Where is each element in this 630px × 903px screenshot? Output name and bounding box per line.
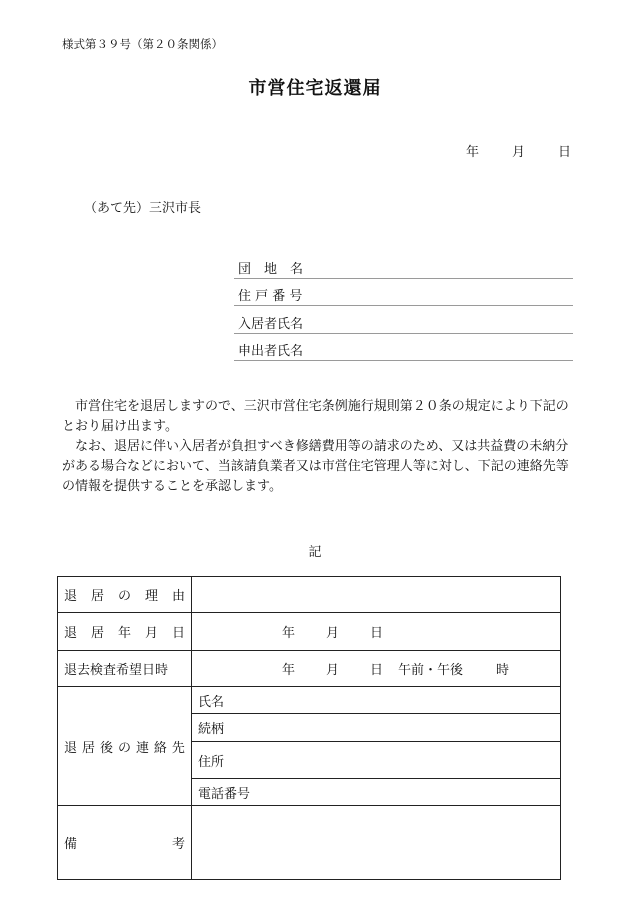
body-paragraph: なお、退居に伴い入居者が負担すべき修繕費用等の請求のため、又は共益費の未納分がある場合などにおいて、当該請負業者又は市営住宅管理人等に対し、下記の連絡先等の情報を提供することを承認します。 (62, 439, 569, 494)
field-unit-number[interactable] (234, 285, 573, 306)
date-day-label: 日 (370, 626, 384, 641)
contact-relation-field[interactable] (192, 714, 561, 742)
field-label: 申出者氏名 (238, 344, 304, 359)
field-danchi-name[interactable] (234, 258, 573, 279)
contact-name-field[interactable] (192, 687, 561, 714)
date-month-label: 月 (326, 663, 340, 678)
contact-address-field[interactable] (192, 742, 561, 779)
date-day-label: 日 (558, 145, 572, 160)
reason-label: 退 居 の 理 由 (58, 577, 192, 613)
reason-input[interactable] (192, 577, 561, 613)
contact-name-label: 氏名 (198, 694, 225, 710)
table-row (58, 577, 561, 613)
field-label: 入居者氏名 (238, 317, 304, 332)
document-title: 市営住宅返還届 (248, 78, 382, 99)
field-applicant-name[interactable] (234, 340, 573, 361)
table-row (58, 613, 561, 651)
contact-relation-label: 続柄 (198, 722, 225, 737)
inspection-datetime-label: 退去検査希望日時 (58, 651, 192, 687)
table-row (58, 806, 561, 880)
body-paragraph: 市営住宅を退居しますので、三沢市営住宅条例施行規則第２０条の規定により下記のとおり届け出ます。 (62, 399, 569, 434)
submission-date (466, 141, 571, 160)
record-table (57, 576, 561, 880)
am-pm-label: 午前・午後 (398, 663, 464, 678)
form-number: 様式第３９号（第２０条関係） (62, 37, 223, 51)
table-row (58, 651, 561, 687)
hour-label: 時 (496, 663, 510, 678)
move-out-date-input[interactable] (192, 613, 561, 651)
record-heading: 記 (308, 545, 322, 560)
date-month-label: 月 (326, 626, 340, 641)
body-text (62, 397, 578, 497)
date-month-label: 月 (512, 145, 526, 160)
contact-label: 退 居 後 の 連 絡 先 (58, 687, 192, 806)
field-label: 団 地 名 (238, 262, 304, 277)
date-year-label: 年 (466, 145, 480, 160)
addressee: （あて先）三沢市長 (84, 201, 202, 216)
date-day-label: 日 (370, 663, 384, 678)
contact-phone-label: 電話番号 (198, 786, 251, 802)
date-year-label: 年 (282, 626, 296, 641)
table-row (58, 687, 561, 714)
inspection-datetime-input[interactable] (192, 651, 561, 687)
contact-address-label: 住所 (198, 754, 225, 770)
field-resident-name[interactable] (234, 313, 573, 334)
remarks-label: 備 考 (58, 806, 192, 880)
contact-phone-field[interactable] (192, 779, 561, 806)
field-label: 住 戸 番 号 (238, 289, 303, 304)
date-year-label: 年 (282, 663, 296, 678)
move-out-date-label: 退 居 年 月 日 (58, 613, 192, 651)
remarks-input[interactable] (192, 806, 561, 880)
